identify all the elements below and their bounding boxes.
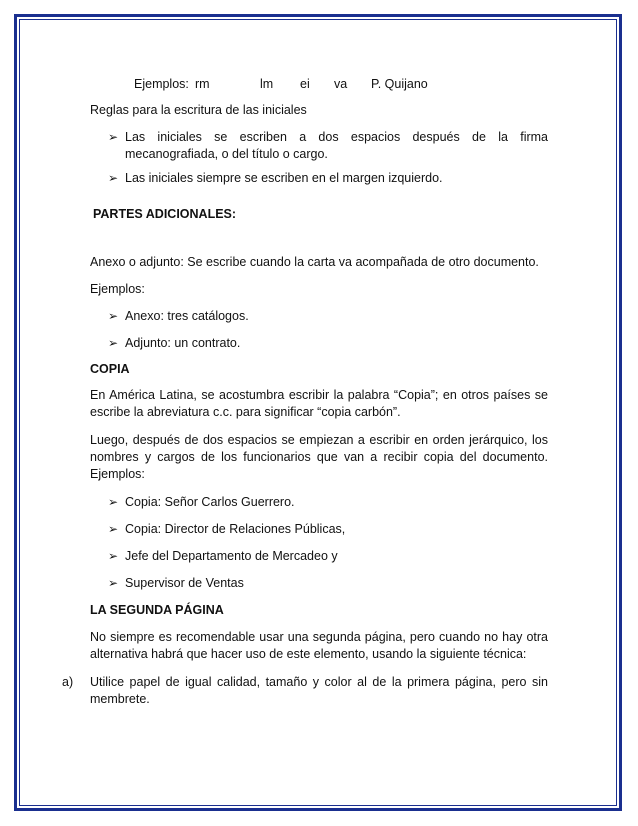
bullet-arrow-icon: ➢: [108, 130, 119, 144]
copia-example: Supervisor de Ventas: [125, 576, 244, 590]
examples-label: Ejemplos:: [134, 77, 189, 91]
example-initials: rm: [195, 77, 210, 91]
example-initials: va: [334, 77, 348, 91]
copia-example: Copia: Señor Carlos Guerrero.: [125, 495, 295, 509]
section-heading-copia: COPIA: [90, 362, 130, 376]
example-initials: lm: [260, 77, 274, 91]
example-initials: ei: [300, 77, 310, 91]
section-heading-partes: PARTES ADICIONALES:: [93, 207, 237, 221]
copia-paragraph: En América Latina, se acostumbra escribir la palabra “Copia”; en otros países se escribe la abreviatura c.c. para significar “copia carbón”.: [90, 388, 548, 419]
ejemplos-label: Ejemplos:: [90, 282, 145, 296]
list-item-text: Utilice papel de igual calidad, tamaño y color al de la primera página, pero sin membrete.: [90, 675, 548, 706]
anexo-example: Anexo: tres catálogos.: [125, 309, 249, 323]
rules-heading: Reglas para la escritura de las iniciales: [90, 103, 307, 117]
bullet-arrow-icon: ➢: [108, 495, 119, 509]
example-initials: P. Quijano: [371, 77, 428, 91]
bullet-arrow-icon: ➢: [108, 522, 119, 536]
segunda-pagina-paragraph: No siempre es recomendable usar una segunda página, pero cuando no hay otra alternativa habrá que hacer uso de este elemento, usando la siguiente técnica:: [90, 630, 548, 661]
copia-example: Copia: Director de Relaciones Públicas,: [125, 522, 346, 536]
anexo-example: Adjunto: un contrato.: [125, 336, 241, 350]
section-heading-segunda-pagina: LA SEGUNDA PÁGINA: [90, 603, 224, 617]
rule-item: Las iniciales siempre se escriben en el margen izquierdo.: [125, 171, 443, 185]
bullet-arrow-icon: ➢: [108, 549, 119, 563]
bullet-arrow-icon: ➢: [108, 171, 119, 185]
rule-item: Las iniciales se escriben a dos espacios después de la firma mecanografiada, o del título o cargo.: [125, 130, 548, 161]
anexo-text: Anexo o adjunto: Se escribe cuando la carta va acompañada de otro documento.: [90, 255, 539, 269]
bullet-arrow-icon: ➢: [108, 309, 119, 323]
bullet-arrow-icon: ➢: [108, 336, 119, 350]
bullet-arrow-icon: ➢: [108, 576, 119, 590]
copia-example: Jefe del Departamento de Mercadeo y: [125, 549, 338, 563]
copia-paragraph: Luego, después de dos espacios se empiezan a escribir en orden jerárquico, los nombres y cargos de los funcionarios que van a recibir copia del documento. Ejemplos:: [90, 433, 548, 481]
list-marker: a): [62, 675, 74, 689]
